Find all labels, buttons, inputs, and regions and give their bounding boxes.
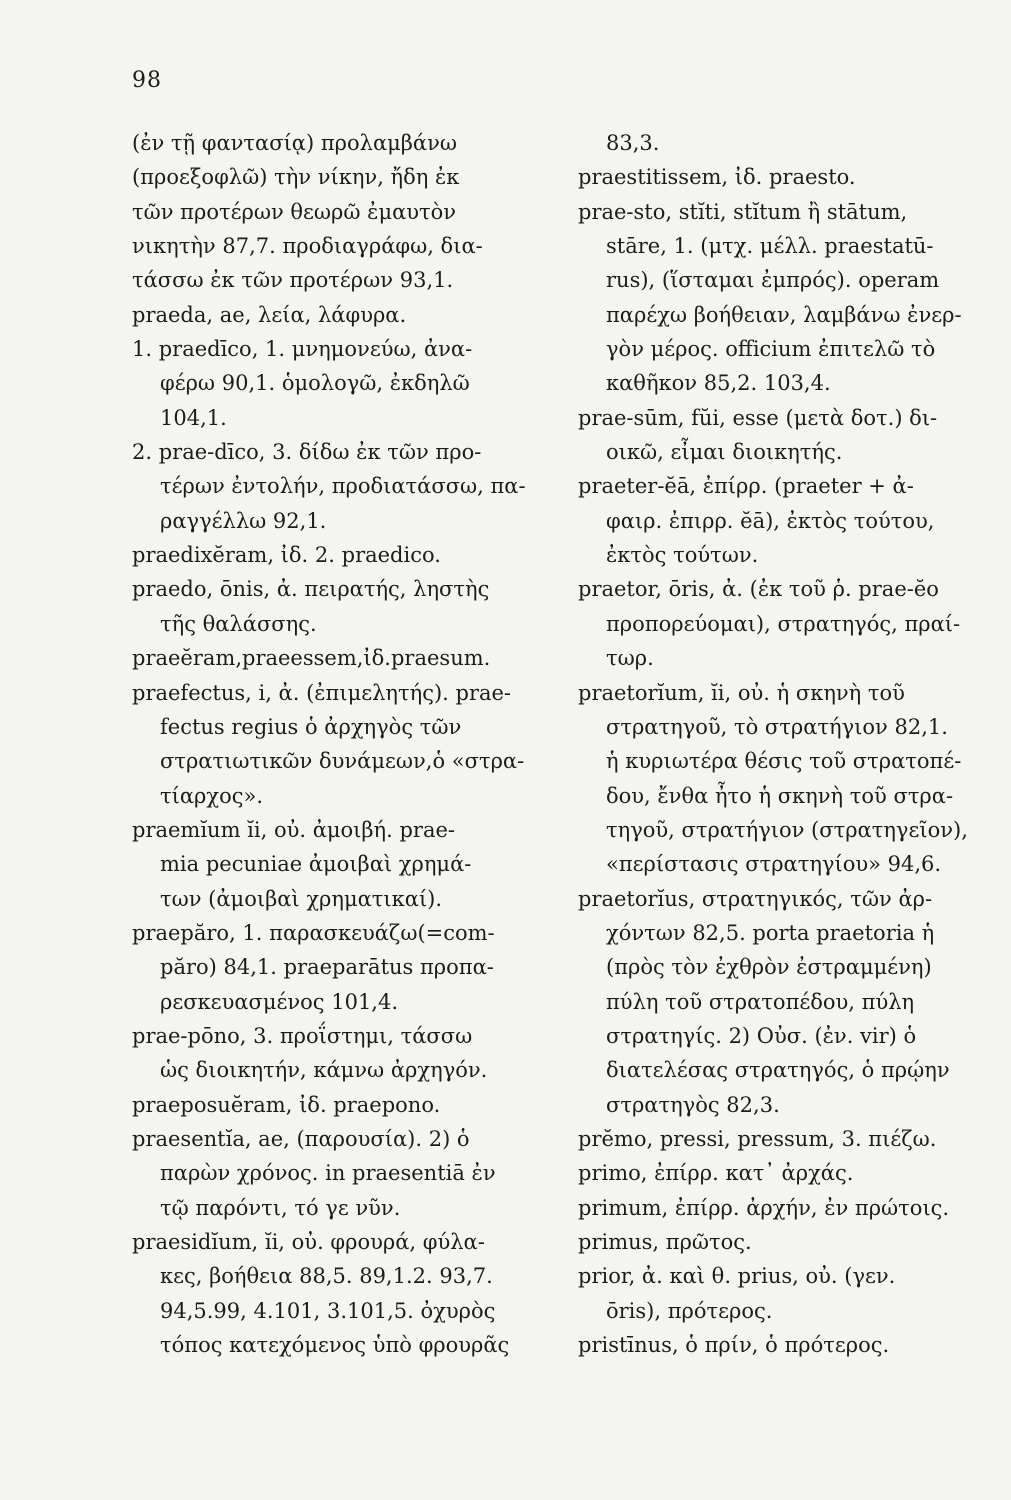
dictionary-line: τάσσω ἐκ τῶν προτέρων 93,1.: [132, 268, 454, 293]
dictionary-line: prae-sūm, fŭi, esse (μετὰ δοτ.) δι-: [578, 405, 938, 430]
right-column: [578, 126, 998, 1362]
dictionary-line: praeter-ĕā, ἐπίρρ. (praeter + ἀ-: [578, 474, 914, 499]
dictionary-line: ρεσκευασμένος 101,4.: [160, 989, 399, 1014]
dictionary-line: τωρ.: [606, 646, 654, 671]
dictionary-line: δου, ἔνθα ἦτο ἡ σκηνὴ τοῦ στρα-: [606, 783, 954, 808]
dictionary-line: 83,3.: [606, 131, 660, 155]
dictionary-line: (προεξοφλῶ) τὴν νίκην, ἤδη ἐκ: [132, 165, 460, 190]
dictionary-line: prae-pōno, 3. προΐστημι, τάσσω: [132, 1023, 473, 1048]
dictionary-line: παρὼν χρόνος. in praesentiā ἐν: [160, 1161, 496, 1186]
dictionary-line: διατελέσας στρατηγός, ὁ πρῴην: [606, 1058, 950, 1083]
dictionary-line: παρέχω βοήθειαν, λαμβάνω ἐνερ-: [606, 302, 962, 327]
dictionary-line: τῆς θαλάσσης.: [160, 611, 317, 636]
dictionary-line: praetorĭum, ĭi, οὐ. ἡ σκηνὴ τοῦ: [578, 680, 905, 705]
dictionary-line: ōris), πρότερος.: [606, 1298, 773, 1323]
dictionary-line: νικητὴν 87,7. προδιαγράφω, δια-: [132, 234, 483, 259]
dictionary-line: praeposuĕram, ἰδ. praepono.: [132, 1092, 441, 1117]
dictionary-line: κες, βοήθεια 88,5. 89,1.2. 93,7.: [160, 1264, 493, 1289]
dictionary-line: primo, ἐπίρρ. κατ᾿ ἀρχάς.: [578, 1161, 854, 1186]
dictionary-line: păro) 84,1. praeparātus προπα-: [160, 955, 494, 980]
dictionary-line: τέρων ἐντολήν, προδιατάσσω, πα-: [160, 474, 526, 499]
dictionary-line: praedixĕram, ἰδ. 2. praedico.: [132, 543, 441, 568]
dictionary-line: praefectus, i, ἀ. (ἐπιμελητής). prae-: [132, 680, 512, 705]
dictionary-line: φέρω 90,1. ὁμολογῶ, ἐκδηλῶ: [160, 371, 470, 396]
dictionary-line: praedo, ōnis, ἀ. πειρατής, ληστὴς: [132, 577, 490, 602]
dictionary-line: τῷ παρόντι, τό γε νῦν.: [160, 1195, 401, 1220]
dictionary-line: στρατιωτικῶν δυνάμεων,ὁ «στρα-: [160, 749, 525, 774]
dictionary-line: praeda, ae, λεία, λάφυρα.: [132, 302, 407, 327]
dictionary-line: τίαρχος».: [160, 783, 264, 808]
dictionary-line: prae-sto, stĭti, stĭtum ἢ stātum,: [578, 199, 908, 224]
dictionary-line: (πρὸς τὸν ἐχθρὸν ἐστραμμένη): [606, 955, 932, 980]
dictionary-line: φαιρ. ἐπιρρ. ĕā), ἐκτὸς τούτου,: [606, 508, 935, 533]
dictionary-line: ραγγέλλω 92,1.: [160, 508, 327, 533]
dictionary-line: primum, ἐπίρρ. ἀρχήν, ἐν πρώτοις.: [578, 1195, 950, 1220]
dictionary-line: τόπος κατεχόμενος ὑπὸ φρουρᾶς: [160, 1333, 510, 1358]
dictionary-line: ὡς διοικητήν, κάμνω ἀρχηγόν.: [160, 1058, 488, 1083]
dictionary-line: οικῶ, εἶμαι διοικητής.: [606, 440, 843, 465]
dictionary-line: τῶν προτέρων θεωρῶ ἐμαυτὸν: [132, 199, 457, 224]
dictionary-line: praemĭum ĭi, οὐ. ἀμοιβή. prae-: [132, 817, 456, 842]
dictionary-line: τηγοῦ, στρατήγιον (στρατηγεῖον),: [606, 817, 968, 842]
dictionary-line: προπορεύομαι), στρατηγός, πραί-: [606, 611, 961, 636]
dictionary-line: rus), (ἵσταμαι ἐμπρός). operam: [606, 268, 940, 293]
dictionary-line: 94,5.99, 4.101, 3.101,5. ὀχυρὸς: [160, 1298, 496, 1323]
dictionary-line: 104,1.: [160, 405, 227, 430]
dictionary-line: «περίστασις στρατηγίου» 94,6.: [606, 852, 942, 877]
dictionary-line: prĕmo, pressi, pressum, 3. πιέζω.: [578, 1126, 937, 1151]
dictionary-line: γὸν μέρος. officium ἐπιτελῶ τὸ: [606, 337, 936, 362]
dictionary-line: πύλη τοῦ στρατοπέδου, πύλη: [606, 989, 915, 1014]
dictionary-line: ἡ κυριωτέρα θέσις τοῦ στρατοπέ-: [606, 749, 962, 774]
dictionary-line: pristīnus, ὁ πρίν, ὁ πρότερος.: [578, 1333, 890, 1358]
dictionary-line: fectus regius ὁ ἀρχηγὸς τῶν: [160, 714, 462, 739]
dictionary-line: praesentĭa, ae, (παρουσία). 2) ὁ: [132, 1126, 470, 1151]
dictionary-line: praepăro, 1. παρασκευάζω(=com-: [132, 920, 495, 945]
dictionary-line: ἐκτὸς τούτων.: [606, 543, 759, 568]
dictionary-line: 2. prae-dīco, 3. δίδω ἐκ τῶν προ-: [132, 440, 482, 465]
dictionary-line: praesidĭum, ĭi, οὐ. φρουρά, φύλα-: [132, 1230, 485, 1254]
dictionary-line: praestitissem, ἰδ. praesto.: [578, 165, 856, 190]
dictionary-line: στρατηγοῦ, τὸ στρατήγιον 82,1.: [606, 714, 948, 739]
dictionary-line: χόντων 82,5. porta praetoria ἡ: [606, 920, 935, 945]
dictionary-line: mia pecuniae ἀμοιβαὶ χρημά-: [160, 852, 472, 877]
dictionary-line: stāre, 1. (μτχ. μέλλ. praestatū-: [606, 234, 934, 259]
page-number: 98: [132, 68, 162, 93]
dictionary-line: prior, ἀ. καὶ θ. prius, οὐ. (γεν.: [578, 1264, 896, 1289]
dictionary-line: praeĕram,praeessem,ἰδ.praesum.: [132, 646, 491, 671]
dictionary-line: praetorĭus, στρατηγικός, τῶν ἀρ-: [578, 886, 933, 911]
dictionary-line: (ἐν τῇ φαντασίᾳ) προλαμβάνω: [132, 131, 457, 155]
dictionary-line: primus, πρῶτος.: [578, 1230, 752, 1254]
dictionary-line: των (ἀμοιβαὶ χρηματικαί).: [160, 886, 443, 911]
dictionary-line: στρατηγίς. 2) Οὐσ. (ἐν. vir) ὁ: [606, 1023, 917, 1048]
dictionary-line: praetor, ōris, ἀ. (ἐκ τοῦ ῥ. prae-ĕo: [578, 577, 939, 602]
left-column: [132, 126, 552, 1362]
dictionary-line: 1. praedīco, 1. μνημονεύω, ἀνα-: [132, 337, 473, 362]
dictionary-line: στρατηγὸς 82,3.: [606, 1092, 780, 1117]
dictionary-line: καθῆκον 85,2. 103,4.: [606, 371, 831, 396]
